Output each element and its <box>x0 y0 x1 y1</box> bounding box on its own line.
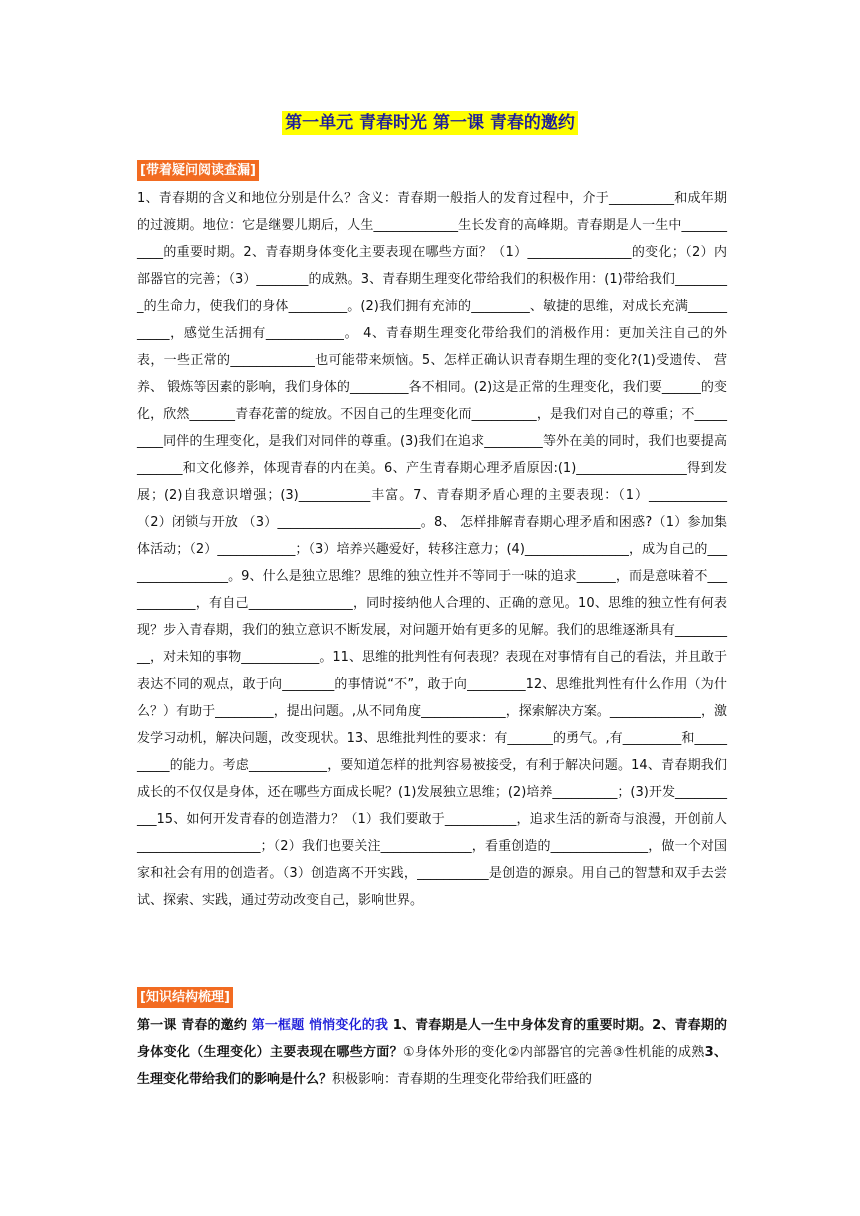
lesson-heading: 第一课 青春的邀约 <box>137 1018 252 1033</box>
answer-1: ①身体外形的变化②内部器官的完善③性机能的成熟 <box>402 1045 705 1060</box>
question-paragraph: 1、青春期的含义和地位分别是什么？含义：青春期一般指人的发育过程中，介于__________和成年期的过渡期。地位：它是继婴儿期后，人生_____________生长发育的高峰期。青春期是人一生中___________的重要时期。2、青春期身体变化主要表现在哪些方面？（1）________________的变化；（2）内部器官的完善；（3）________的成熟。3、青春期生理变化带给我们的积极作用：(1)带给我们_________的生命力，使我们的身体_________。(2)我们拥有充沛的_________、敏捷的思维，对成长充满___________，感觉生活拥有____________。 4、青春期生理变化带给我们的消极作用：更加关注自己的外表，一些正常的_____________也可能带来烦恼。5、怎样正确认识青春期生理的变化?(1)受遗传、 营养、 锻炼等因素的影响，我们身体的_________各不相同。(2)这是正常的生理变化，我们要______的变化，欣然_______青春花蕾的绽放。不因自己的生理变化而__________，是我们对自己的尊重；不_________同伴的生理变化，是我们对同伴的尊重。(3)我们在追求_________等外在美的同时，我们也要提高_______和文化修养，体现青春的内在美。6、产生青春期心理矛盾原因:(1)_________________得到发展；(2)自我意识增强；(3)___________丰富。7、青春期矛盾心理的主要表现：（1）____________ （2）闭锁与开放 （3）______________________。8、 怎样排解青春期心理矛盾和困惑?（1）参加集体活动；（2）____________；（3）培养兴趣爱好，转移注意力；(4)________________，成为自己的_________________。9、什么是独立思维？思维的独立性并不等同于一味的追求______，而是意味着不____________，有自己________________，同时接纳他人合理的、正确的意见。10、思维的独立性有何表现？步入青春期，我们的独立意识不断发展，对问题开始有更多的见解。我们的思维逐渐具有__________，对未知的事物____________。11、思维的批判性有何表现？表现在对事情有自己的看法，并且敢于表达不同的观点，敢于向________的事情说“不”，敢于向_________12、思维批判性有什么作用（为什么？）有助于_________，提出问题。,从不同角度_____________，探索解决方案。______________，激发学习动机，解决问题，改变现状。13、思维批判性的要求：有_______的勇气。,有_________和__________的能力。考虑____________，要知道怎样的批判容易被接受，有利于解决问题。14、青春期我们成长的不仅仅是身体，还在哪些方面成长呢？(1)发展独立思维；(2)培养__________；(3)开发___________15、如何开发青春的创造潜力？（1）我们要敢于___________，追求生活的新奇与浪漫，开创前人___________________；（2）我们也要关注______________，看重创造的_______________，做一个对国家和社会有用的创造者。（3）创造离不开实践，___________是创造的源泉。用自己的智慧和双手去尝试、探索、实践，通过劳动改变自己，影响世界。 <box>137 191 727 908</box>
answer-2: 积极影响：青春期的生理变化带给我们旺盛的 <box>332 1072 593 1087</box>
section-tag-reading: [带着疑问阅读查漏] <box>137 160 259 181</box>
bold-question-2: 3、生理变化带给我们的影响是什么？ <box>137 1045 727 1087</box>
document-title: 第一单元 青春时光 第一课 青春的邀约 <box>282 111 578 135</box>
bold-question-1: 1、青春期是人一生中身体发育的重要时期。2、青春期的身体变化（生理变化）主要表现在哪些方面？ <box>137 1018 727 1060</box>
knowledge-paragraph <box>137 1012 727 1093</box>
title-block <box>0 108 860 133</box>
section-tag-knowledge: [知识结构梳理] <box>137 987 233 1008</box>
frame-heading: 第一框题 悄悄变化的我 <box>251 1018 389 1033</box>
